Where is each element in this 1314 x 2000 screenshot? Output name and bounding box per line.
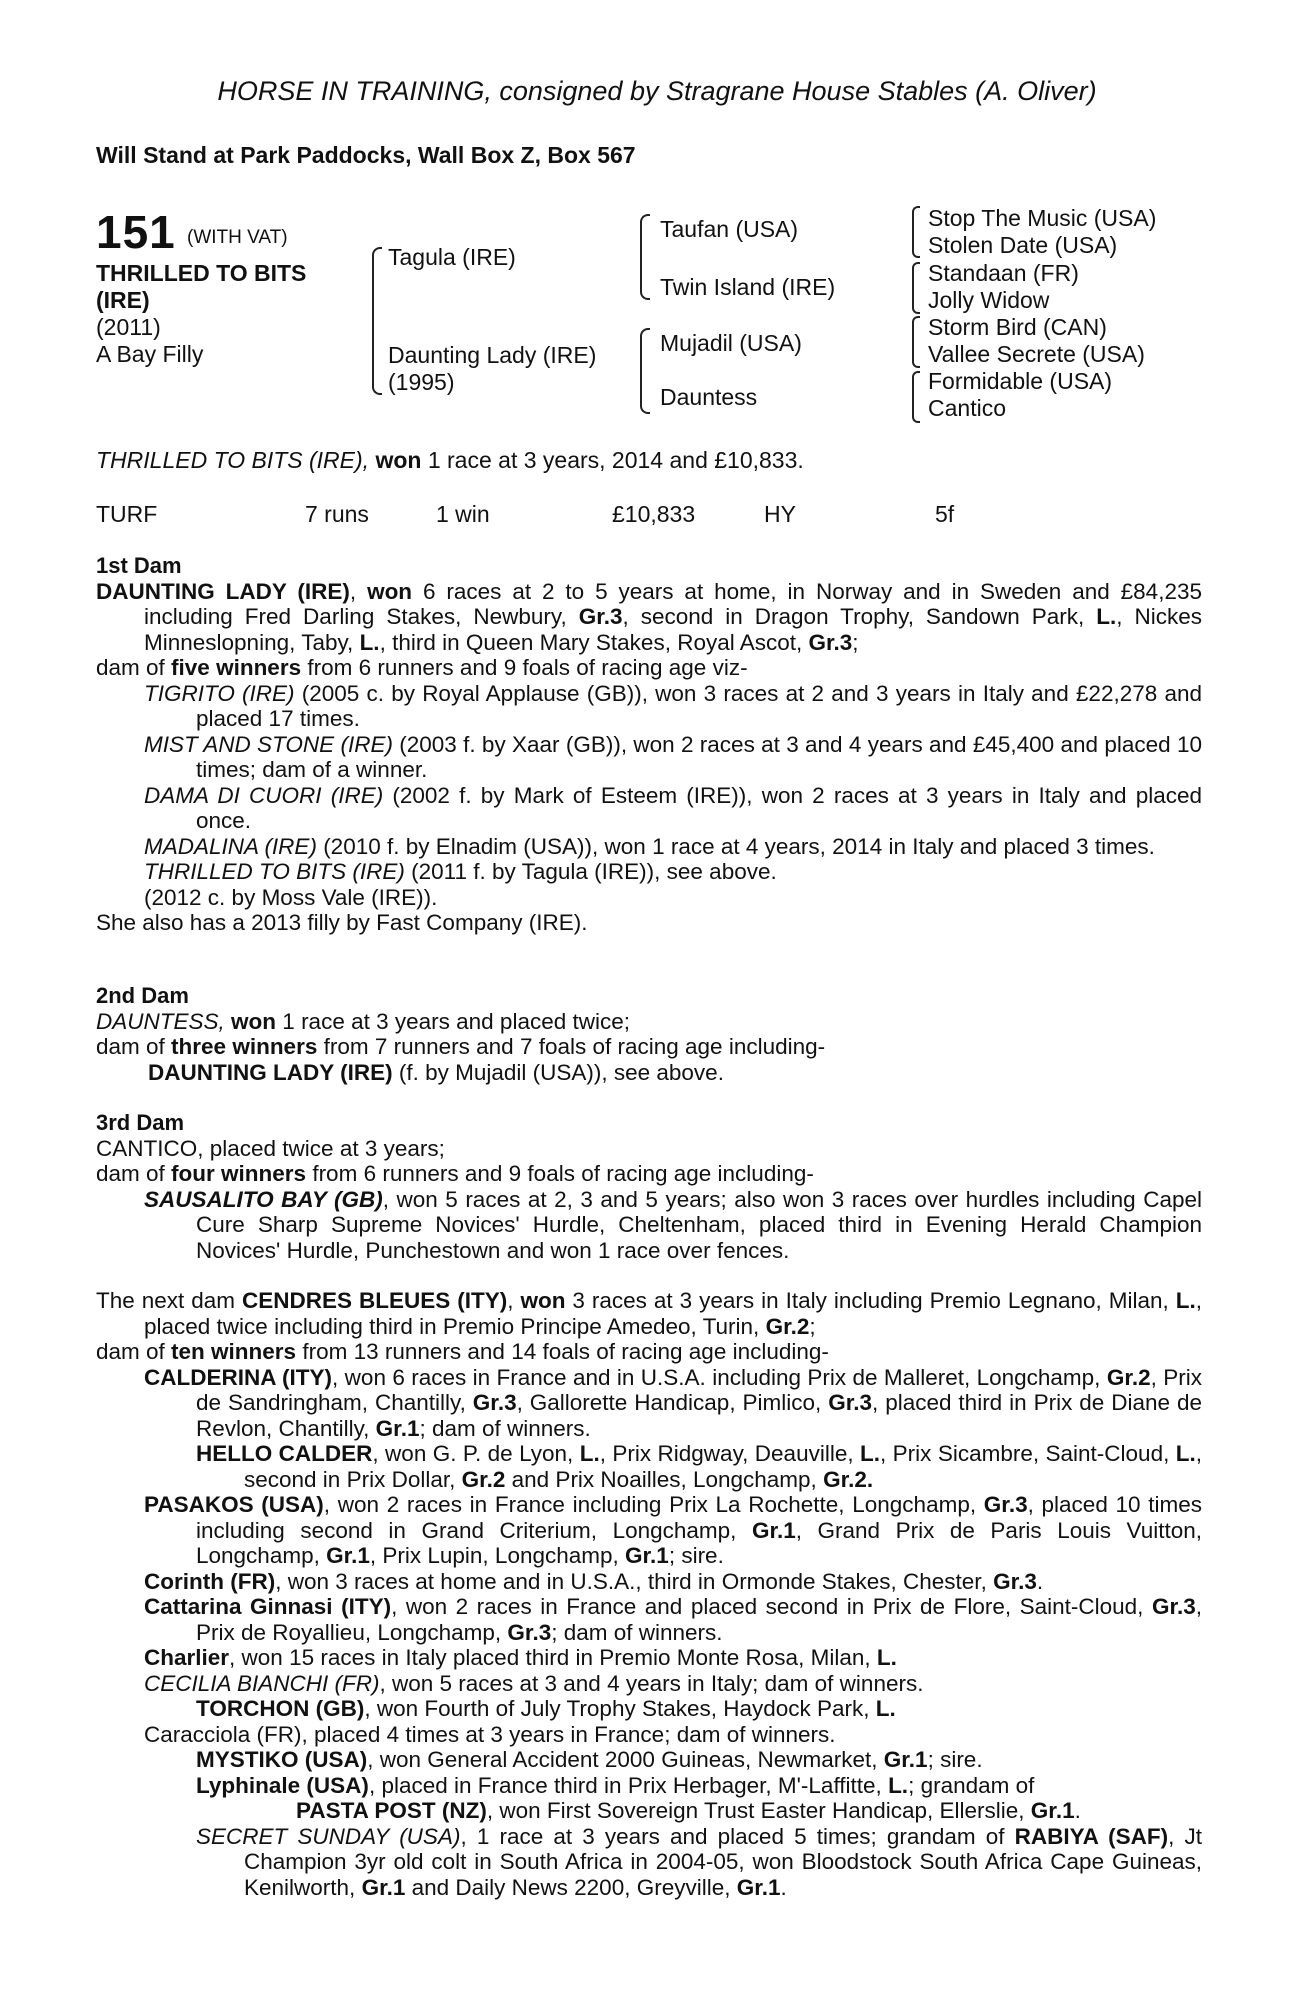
first-dam-section (96, 553, 1202, 936)
offspring-name: RABIYA (SAF) (1014, 1823, 1169, 1849)
grade: Gr.3 (507, 1619, 552, 1645)
offspring-name: DAUNTING LADY (IRE) (148, 1059, 393, 1085)
offspring-entry (96, 834, 1202, 860)
won-label: won (520, 1288, 566, 1313)
also-note: She also has a 2013 filly by Fast Company (IRE). (96, 910, 588, 935)
third-dam-line: CANTICO, placed twice at 3 years; (96, 1135, 445, 1161)
offspring-entry (96, 681, 1202, 732)
offspring-entry (96, 1187, 1202, 1264)
text: and Daily News 2200, Greyville, (405, 1874, 737, 1900)
winner-count: ten winners (171, 1339, 297, 1364)
grade: Gr.2. (823, 1466, 874, 1492)
grade: L. (579, 1441, 600, 1466)
offspring-name: TORCHON (GB) (196, 1696, 365, 1721)
next-dam-section (96, 1288, 1202, 1900)
dam-name: CENDRES BLEUES (ITY) (242, 1288, 508, 1313)
grade: Gr.1 (883, 1747, 928, 1772)
grade: Gr.1 (375, 1415, 420, 1441)
text: , placed twice including third in Premio Principe Amedeo, Turin, (144, 1288, 1202, 1339)
text: 3 races at 3 years in Italy including Premio Legnano, Milan, (565, 1288, 1176, 1313)
text: ; (809, 1313, 816, 1339)
text: from 6 runners and 9 foals of racing age viz- (301, 655, 748, 680)
text: and Prix Noailles, Longchamp, (505, 1466, 824, 1492)
summary-text: 1 race at 3 years, 2014 and £10,833. (421, 447, 804, 473)
grade: Gr.3 (993, 1568, 1037, 1594)
text: (2005 c. by Royal Applause (GB)), won 3 races at 2 and 3 years in Italy and £22,278 and placed 17 times. (196, 680, 1202, 731)
dam-year: (1995) (388, 369, 455, 395)
section-heading: 3rd Dam (96, 1110, 185, 1135)
record-earnings: £10,833 (612, 501, 696, 527)
text: , Nickes Minneslopning, Taby, (144, 604, 1203, 655)
grade: Gr.1 (326, 1543, 370, 1568)
offspring-entry (96, 1824, 1202, 1901)
dam-of-line (96, 1339, 1202, 1365)
offspring-entry (96, 1671, 1202, 1697)
offspring-name: PASAKOS (USA) (144, 1492, 324, 1517)
grade: Gr.3 (808, 629, 853, 655)
text: , second in Dragon Trophy, Sandown Park, (622, 604, 1097, 629)
offspring-name: Lyphinale (USA) (196, 1772, 369, 1798)
text: dam of (96, 655, 172, 680)
winner-count: five winners (171, 655, 302, 680)
offspring-entry (96, 1773, 1202, 1799)
grade: Gr.1 (736, 1874, 781, 1900)
offspring-entry (96, 783, 1202, 834)
text: , won 2 races in France and placed second in Prix de Flore, Saint-Cloud, (391, 1594, 1152, 1619)
grade: Gr.2 (765, 1313, 810, 1339)
race-summary (96, 447, 804, 474)
offspring-entry (96, 1798, 1202, 1824)
grade: Gr.3 (1151, 1594, 1196, 1619)
text: ; dam of winners. (551, 1619, 723, 1645)
offspring-name: MIST AND STONE (IRE) (144, 731, 393, 757)
sire-dam: Twin Island (IRE) (660, 274, 836, 300)
grade: L. (1096, 604, 1117, 629)
ancestor: Formidable (USA) (928, 368, 1113, 394)
offspring-entry: Caracciola (FR), placed 4 times at 3 years in France; dam of winners. (144, 1721, 836, 1747)
grade: L. (876, 1645, 897, 1670)
won-label: won (231, 1008, 277, 1034)
grade: Gr.3 (472, 1390, 517, 1415)
text: , won General Accident 2000 Guineas, Newmarket, (367, 1747, 884, 1772)
grade: Gr.2 (1106, 1364, 1151, 1390)
text: , won G. P. de Lyon, (372, 1441, 580, 1466)
first-dam-paragraph: DAUNTING LADY (IRE), won 6 races at 2 to 5 years at home, in Norway and in Sweden and £84,235 including Fred Darling Stakes, Newbury, Gr.3, second in Dragon Trophy, Sandown Park, L., Nickes Minneslopning, Taby, L., third in Queen Mary Stakes, Royal Ascot, Gr.3; (96, 578, 1203, 655)
text: from 7 runners and 7 foals of racing age including- (317, 1034, 826, 1059)
page-title: HORSE IN TRAINING, consigned by Stragrane House Stables (A. Oliver) (217, 76, 1097, 106)
grade: Gr.2 (461, 1466, 506, 1492)
text: , won 3 races at home and in U.S.A., third in Ormonde Stakes, Chester, (275, 1568, 994, 1594)
text: , Gallorette Handicap, Pimlico, (516, 1390, 829, 1415)
sire: Tagula (IRE) (388, 244, 516, 270)
pedigree-brace (912, 371, 920, 423)
offspring-name: Corinth (FR) (144, 1568, 276, 1594)
offspring-name: CALDERINA (ITY) (144, 1364, 333, 1390)
grade: Gr.1 (1030, 1798, 1075, 1823)
offspring-name: THRILLED TO BITS (IRE) (144, 859, 405, 884)
pedigree-brace (640, 328, 650, 414)
text: ; grandam of (908, 1772, 1035, 1798)
text: , 1 race at 3 years and placed 5 times; grandam of (460, 1823, 1015, 1849)
winner-count: four winners (171, 1161, 307, 1186)
text: from 6 runners and 9 foals of racing age including- (306, 1161, 814, 1186)
ancestor: Stolen Date (USA) (928, 232, 1118, 258)
text: . (1036, 1568, 1044, 1594)
text: dam of (96, 1034, 172, 1059)
text: (2002 f. by Mark of Esteem (IRE)), won 2 races at 3 years in Italy and placed once. (196, 782, 1203, 833)
horse-description: A Bay Filly (96, 341, 204, 367)
grade: Gr.3 (828, 1390, 872, 1415)
text: , second in Prix Dollar, (244, 1441, 1202, 1492)
record-runs: 7 runs (305, 501, 369, 527)
text: ; (852, 629, 859, 655)
offspring-name: SAUSALITO BAY (GB) (144, 1186, 383, 1212)
section-heading: 1st Dam (96, 553, 182, 578)
horse-name-line2: (IRE) (96, 287, 150, 313)
offspring-entry: (2012 c. by Moss Vale (IRE)). (144, 884, 438, 910)
summary-won: won (375, 447, 422, 473)
text: , Prix Sicambre, Saint-Cloud, (880, 1441, 1176, 1466)
dam-dam: Dauntess (660, 384, 758, 410)
section-heading: 2nd Dam (96, 983, 189, 1008)
dam-of-line (96, 655, 1202, 681)
vat-note: (WITH VAT) (187, 227, 288, 248)
text: 6 races at 2 to 5 years at home, in Norway and in Sweden and £84,235 including Fred Darling Stakes, Newbury, (144, 578, 1202, 629)
text: , won 15 races in Italy placed third in Premio Monte Rosa, Milan, (229, 1645, 877, 1670)
offspring-name: HELLO CALDER (196, 1441, 373, 1466)
text: , won 2 races in France including Prix La Rochette, Longchamp, (323, 1492, 984, 1517)
offspring-name: PASTA POST (NZ) (296, 1798, 487, 1823)
text: , won 6 races in France and in U.S.A. including Prix de Malleret, Longchamp, (332, 1364, 1107, 1390)
text: , won 5 races at 3 and 4 years in Italy; dam of winners. (379, 1670, 924, 1696)
dam-of-line (96, 1034, 1202, 1060)
text: The next dam (96, 1288, 242, 1313)
second-dam-section (96, 983, 1202, 1085)
next-dam-paragraph: The next dam CENDRES BLEUES (ITY), won 3 races at 3 years in Italy including Premio Legnano, Milan, L., placed twice including third in Premio Principe Amedeo, Turin, Gr.2; (96, 1288, 1202, 1339)
foaling-year: (2011) (96, 314, 161, 340)
won-label: won (367, 578, 413, 604)
offspring-entry (96, 1365, 1202, 1442)
text: , Jt Champion 3yr old colt in South Africa in 2004-05, won Bloodstock South Africa Cape Guineas, Kenilworth, (244, 1823, 1202, 1900)
offspring-entry (96, 1747, 1202, 1773)
offspring-name: TIGRITO (IRE) (144, 680, 295, 706)
text: , Grand Prix de Paris Louis Vuitton, Longchamp, (196, 1517, 1202, 1568)
third-dam-section (96, 1110, 1202, 1263)
text: . (780, 1874, 787, 1900)
pedigree-brace (912, 206, 920, 258)
text: , placed in France third in Prix Herbager, M'-Laffitte, (368, 1772, 889, 1798)
text: , won 5 races at 2, 3 and 5 years; also won 3 races over hurdles including Capel Cure Sharp Supreme Novices' Hurdle, Cheltenham, placed third in Evening Herald Champion Novices' Hurdle, Punchestown and won 1 race over fences. (196, 1186, 1202, 1263)
grade: Gr.3 (578, 604, 623, 629)
text: , won Fourth of July Trophy Stakes, Haydock Park, (364, 1696, 876, 1721)
text: , Prix Lupin, Longchamp, (369, 1543, 626, 1568)
text: , Prix de Royallieu, Longchamp, (196, 1594, 1202, 1645)
text: 1 race at 3 years and placed twice; (276, 1008, 630, 1034)
grade: L. (875, 1696, 896, 1721)
pedigree-brace (912, 316, 920, 368)
offspring-name: Charlier (144, 1645, 230, 1670)
dam-name: DAUNTING LADY (IRE) (96, 578, 350, 604)
text: , placed 10 times including second in Grand Criterium, Longchamp, (196, 1492, 1203, 1543)
summary-horse-name: THRILLED TO BITS (IRE), (96, 447, 370, 473)
offspring-name: CECILIA BIANCHI (FR) (144, 1670, 380, 1696)
offspring-entry (96, 1060, 1202, 1086)
offspring-name: DAMA DI CUORI (IRE) (144, 782, 384, 808)
text: , won First Sovereign Trust Easter Handicap, Ellerslie, (486, 1798, 1031, 1823)
text: dam of (96, 1161, 172, 1186)
text: dam of (96, 1339, 172, 1364)
text: , Prix Ridgway, Deauville, (599, 1441, 861, 1466)
ancestor: Standaan (FR) (928, 260, 1079, 286)
record-going: HY (764, 501, 796, 527)
text: ; sire. (927, 1747, 983, 1772)
text: (2010 f. by Elnadim (USA)), won 1 race at 4 years, 2014 in Italy and placed 3 times. (316, 833, 1155, 859)
ancestor: Stop The Music (USA) (928, 205, 1157, 231)
offspring-entry (96, 1569, 1202, 1595)
text: ; sire. (668, 1543, 724, 1568)
text: from 13 runners and 14 foals of racing age including- (296, 1339, 829, 1364)
pedigree-brace (372, 247, 382, 395)
ancestor: Storm Bird (CAN) (928, 314, 1107, 340)
grade: L. (888, 1772, 909, 1798)
grade: Gr.1 (625, 1543, 669, 1568)
lot-number: 151 (96, 206, 176, 258)
record-surface: TURF (96, 501, 158, 527)
dam-name: DAUNTESS, (96, 1008, 225, 1034)
record-distance: 5f (935, 501, 955, 527)
dam-sire: Mujadil (USA) (660, 330, 802, 356)
ancestor: Cantico (928, 395, 1006, 421)
record-wins: 1 win (436, 501, 490, 527)
offspring-name: SECRET SUNDAY (USA) (196, 1823, 461, 1849)
offspring-entry (96, 732, 1202, 783)
pedigree-brace (640, 214, 650, 300)
horse-name-line1: THRILLED TO BITS (96, 260, 307, 286)
text: (f. by Mujadil (USA)), see above. (392, 1059, 724, 1085)
ancestor: Jolly Widow (928, 287, 1050, 313)
stand-location: Will Stand at Park Paddocks, Wall Box Z, Box 567 (96, 142, 636, 168)
text: , third in Queen Mary Stakes, Royal Ascot, (379, 629, 809, 655)
text: (2011 f. by Tagula (IRE)), see above. (404, 859, 777, 884)
grade: L. (1175, 1288, 1196, 1313)
pedigree-brace (912, 262, 920, 314)
dam-of-line (96, 1161, 1202, 1187)
offspring-name: MYSTIKO (USA) (196, 1747, 368, 1772)
grade: Gr.3 (983, 1492, 1028, 1517)
grade: L. (359, 629, 380, 655)
offspring-entry (96, 859, 1202, 885)
grade: Gr.1 (751, 1517, 796, 1543)
offspring-name: MADALINA (IRE) (144, 833, 317, 859)
text: , Prix de Sandringham, Chantilly, (196, 1364, 1202, 1415)
offspring-name: Cattarina Ginnasi (ITY) (144, 1594, 392, 1619)
text: , placed third in Prix de Diane de Revlon, Chantilly, (196, 1390, 1202, 1441)
offspring-entry (96, 1696, 1202, 1722)
text: . (1074, 1798, 1081, 1823)
offspring-entry (96, 1441, 1202, 1492)
winner-count: three winners (171, 1034, 318, 1059)
grade: L. (1175, 1441, 1196, 1466)
ancestor: Vallee Secrete (USA) (928, 341, 1145, 367)
grade: L. (860, 1441, 881, 1466)
offspring-entry (96, 1645, 1202, 1671)
offspring-entry (96, 1594, 1202, 1645)
offspring-entry (96, 1492, 1202, 1569)
grade: Gr.1 (361, 1874, 406, 1900)
text: ; dam of winners. (419, 1415, 591, 1441)
text: (2003 f. by Xaar (GB)), won 2 races at 3 and 4 years and £45,400 and placed 10 times; dam of a winner. (196, 731, 1202, 782)
dam: Daunting Lady (IRE) (388, 342, 597, 368)
second-dam-line (96, 1009, 1202, 1035)
sire-sire: Taufan (USA) (660, 216, 799, 242)
